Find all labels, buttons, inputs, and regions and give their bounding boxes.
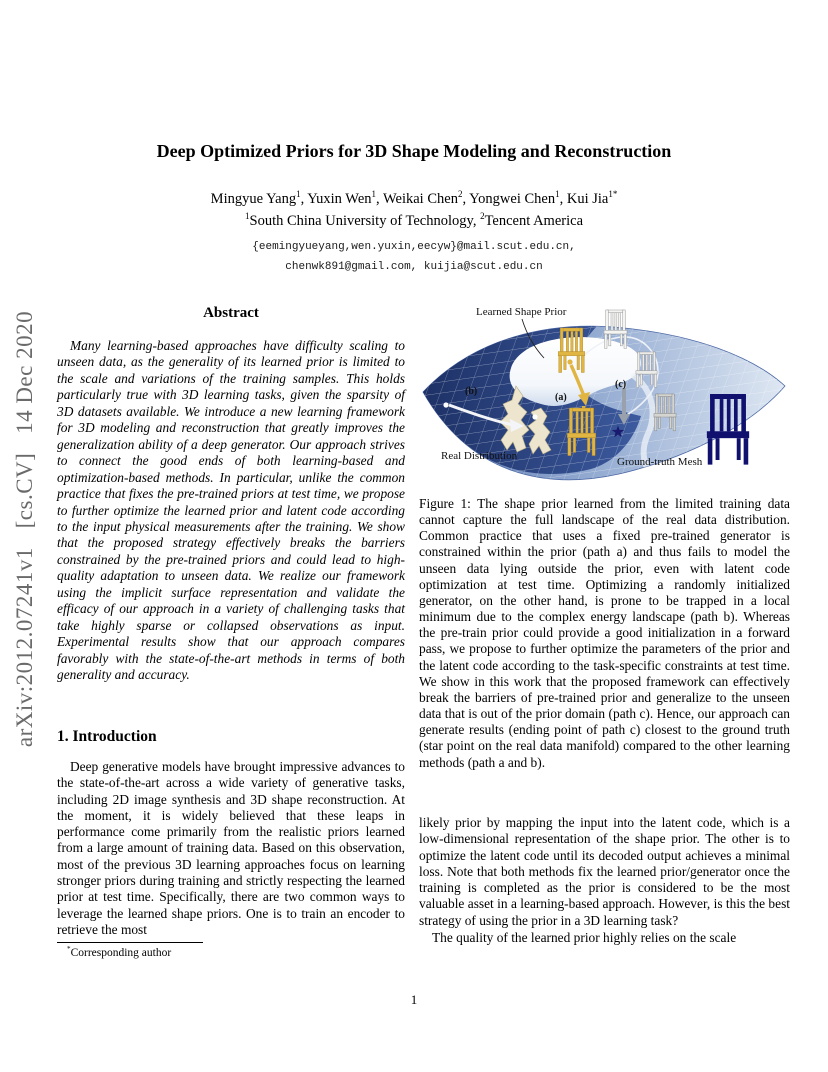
- footnote-text: *Corresponding author: [67, 945, 172, 959]
- author-line: Mingyue Yang$^1$, Yuxin Wen$^1$, Weikai Chen$^2$, Yongwei Chen$^1$, Kui Jia$^{1*}$: [210, 189, 618, 207]
- paper-title: Deep Optimized Priors for 3D Shape Modeling and Reconstruction: [156, 141, 672, 161]
- ground-truth-chair-icon: [707, 394, 749, 465]
- figure1-caption: Figure 1: The shape prior learned from the limited training data cannot capture the full landscape of the real data distribution. Common practice that uses a fixed pre-trained generator is constrained within the prior (path a) and thus fails to model the unseen data lying outside the prior, even with latent code optimization at test time. Optimizing a randomly initialized generator, on the other hand, is prone to be trapped in a local minimum due to the complex energy landscape (path b). Whereas the pre-train prior could provide a good initialization in a forward pass, we propose to further optimize the parameters of the prior and the latent code according to the task-specific constraints at test time. We show in this work that the proposed framework can effectively break the barriers of pre-trained prior and generalize to the unseen data that is out of the prior domain (path c). Hence, our approach can generate results (ending point of path c) closest to the ground truth (star point on the real data manifold) compared to the other learning methods (path a and b).: [419, 496, 790, 770]
- section-heading-introduction: 1. Introduction: [57, 728, 157, 745]
- footnote: [57, 942, 405, 959]
- path-a-label: (a): [555, 392, 567, 403]
- affiliation-line: $^1$South China University of Technology, $^2$Tencent America: [245, 211, 583, 229]
- introduction-paragraph: Deep generative models have brought impressive advances to the state-of-the-art across a wide variety of generative tasks, including 2D image synthesis and 3D shape reconstruction. At the moment, it is widely believed that these leaps in performance come primarily from the realistic priors learned from a large amount of training data. Based on this observation, most of the previous 3D learning approaches focus on learning stronger priors during training and strictly respecting the learned prior at test time. Specifically, there are two common ways to leverage the learned shape priors. One is to train an encoder to retrieve the most: [57, 759, 405, 937]
- footnote-rule: [57, 942, 203, 943]
- column2-paragraph-new: The quality of the learned prior highly relies on the scale: [432, 930, 737, 946]
- column2-text: [419, 815, 790, 946]
- email-block: [0, 238, 828, 277]
- email-line-1: {eemingyueyang,wen.yuxin,eecyw}@mail.scut.edu.cn,: [252, 241, 576, 253]
- figure1-graphic: [419, 296, 790, 492]
- abstract-text: Many learning-based approaches have difficulty scaling to unseen data, as the generality of its learned prior is limited to the scale and variations of the training samples. This holds particularly true with 3D learning tasks, given the sparsity of 3D datasets available. We introduce a new learning framework for 3D modeling and reconstruction that greatly improves the generalization ability of a deep generator. Our approach strives to connect the good ends of both learning-based and optimization-based methods. In particular, unlike the common practice that fixes the pre-trained priors at test time, we propose to further optimize the learned prior and latent code according to the input physical measurements after the training. We show that the proposed strategy effectively breaks the barriers constrained by the pre-trained priors and could lead to high-quality adaptation to unseen data. We realize our framework using the implicit surface representation and validate the efficacy of our approach in a variety of challenging tasks that take highly sparse or collapsed observations as input. Experimental results show that our approach compares favorably with the state-of-the-art methods in terms of both generality and accuracy.: [57, 338, 405, 683]
- path-c-label: (c): [615, 379, 627, 390]
- path-b-label: (b): [465, 386, 478, 397]
- page-number: 1: [410, 992, 418, 1007]
- figure1-teaser: [419, 296, 790, 492]
- column2-paragraph-continued: likely prior by mapping the input into the latent code, which is a low-dimensional representation of the shape prior. The other is to optimize the latent code until its decoded output achieves a minimal loss. Note that both methods fix the learned prior/generator once the training is completed as the prior is considered to be the most valuable asset in a learning-based approach. However, is this the best strategy of using the prior in a 3D learning task?: [419, 815, 790, 928]
- abstract-heading: Abstract: [203, 305, 259, 321]
- arxiv-stamp: arXiv:2012.07241v1 [cs.CV] 14 Dec 2020: [12, 310, 37, 748]
- ground-truth-mesh-label: Ground-truth Mesh: [617, 456, 703, 468]
- learned-shape-prior-label: Learned Shape Prior: [476, 306, 567, 318]
- email-line-2: chenwk891@gmail.com, kuijia@scut.edu.cn: [285, 260, 543, 273]
- real-distribution-label: Real Distribution: [441, 450, 518, 462]
